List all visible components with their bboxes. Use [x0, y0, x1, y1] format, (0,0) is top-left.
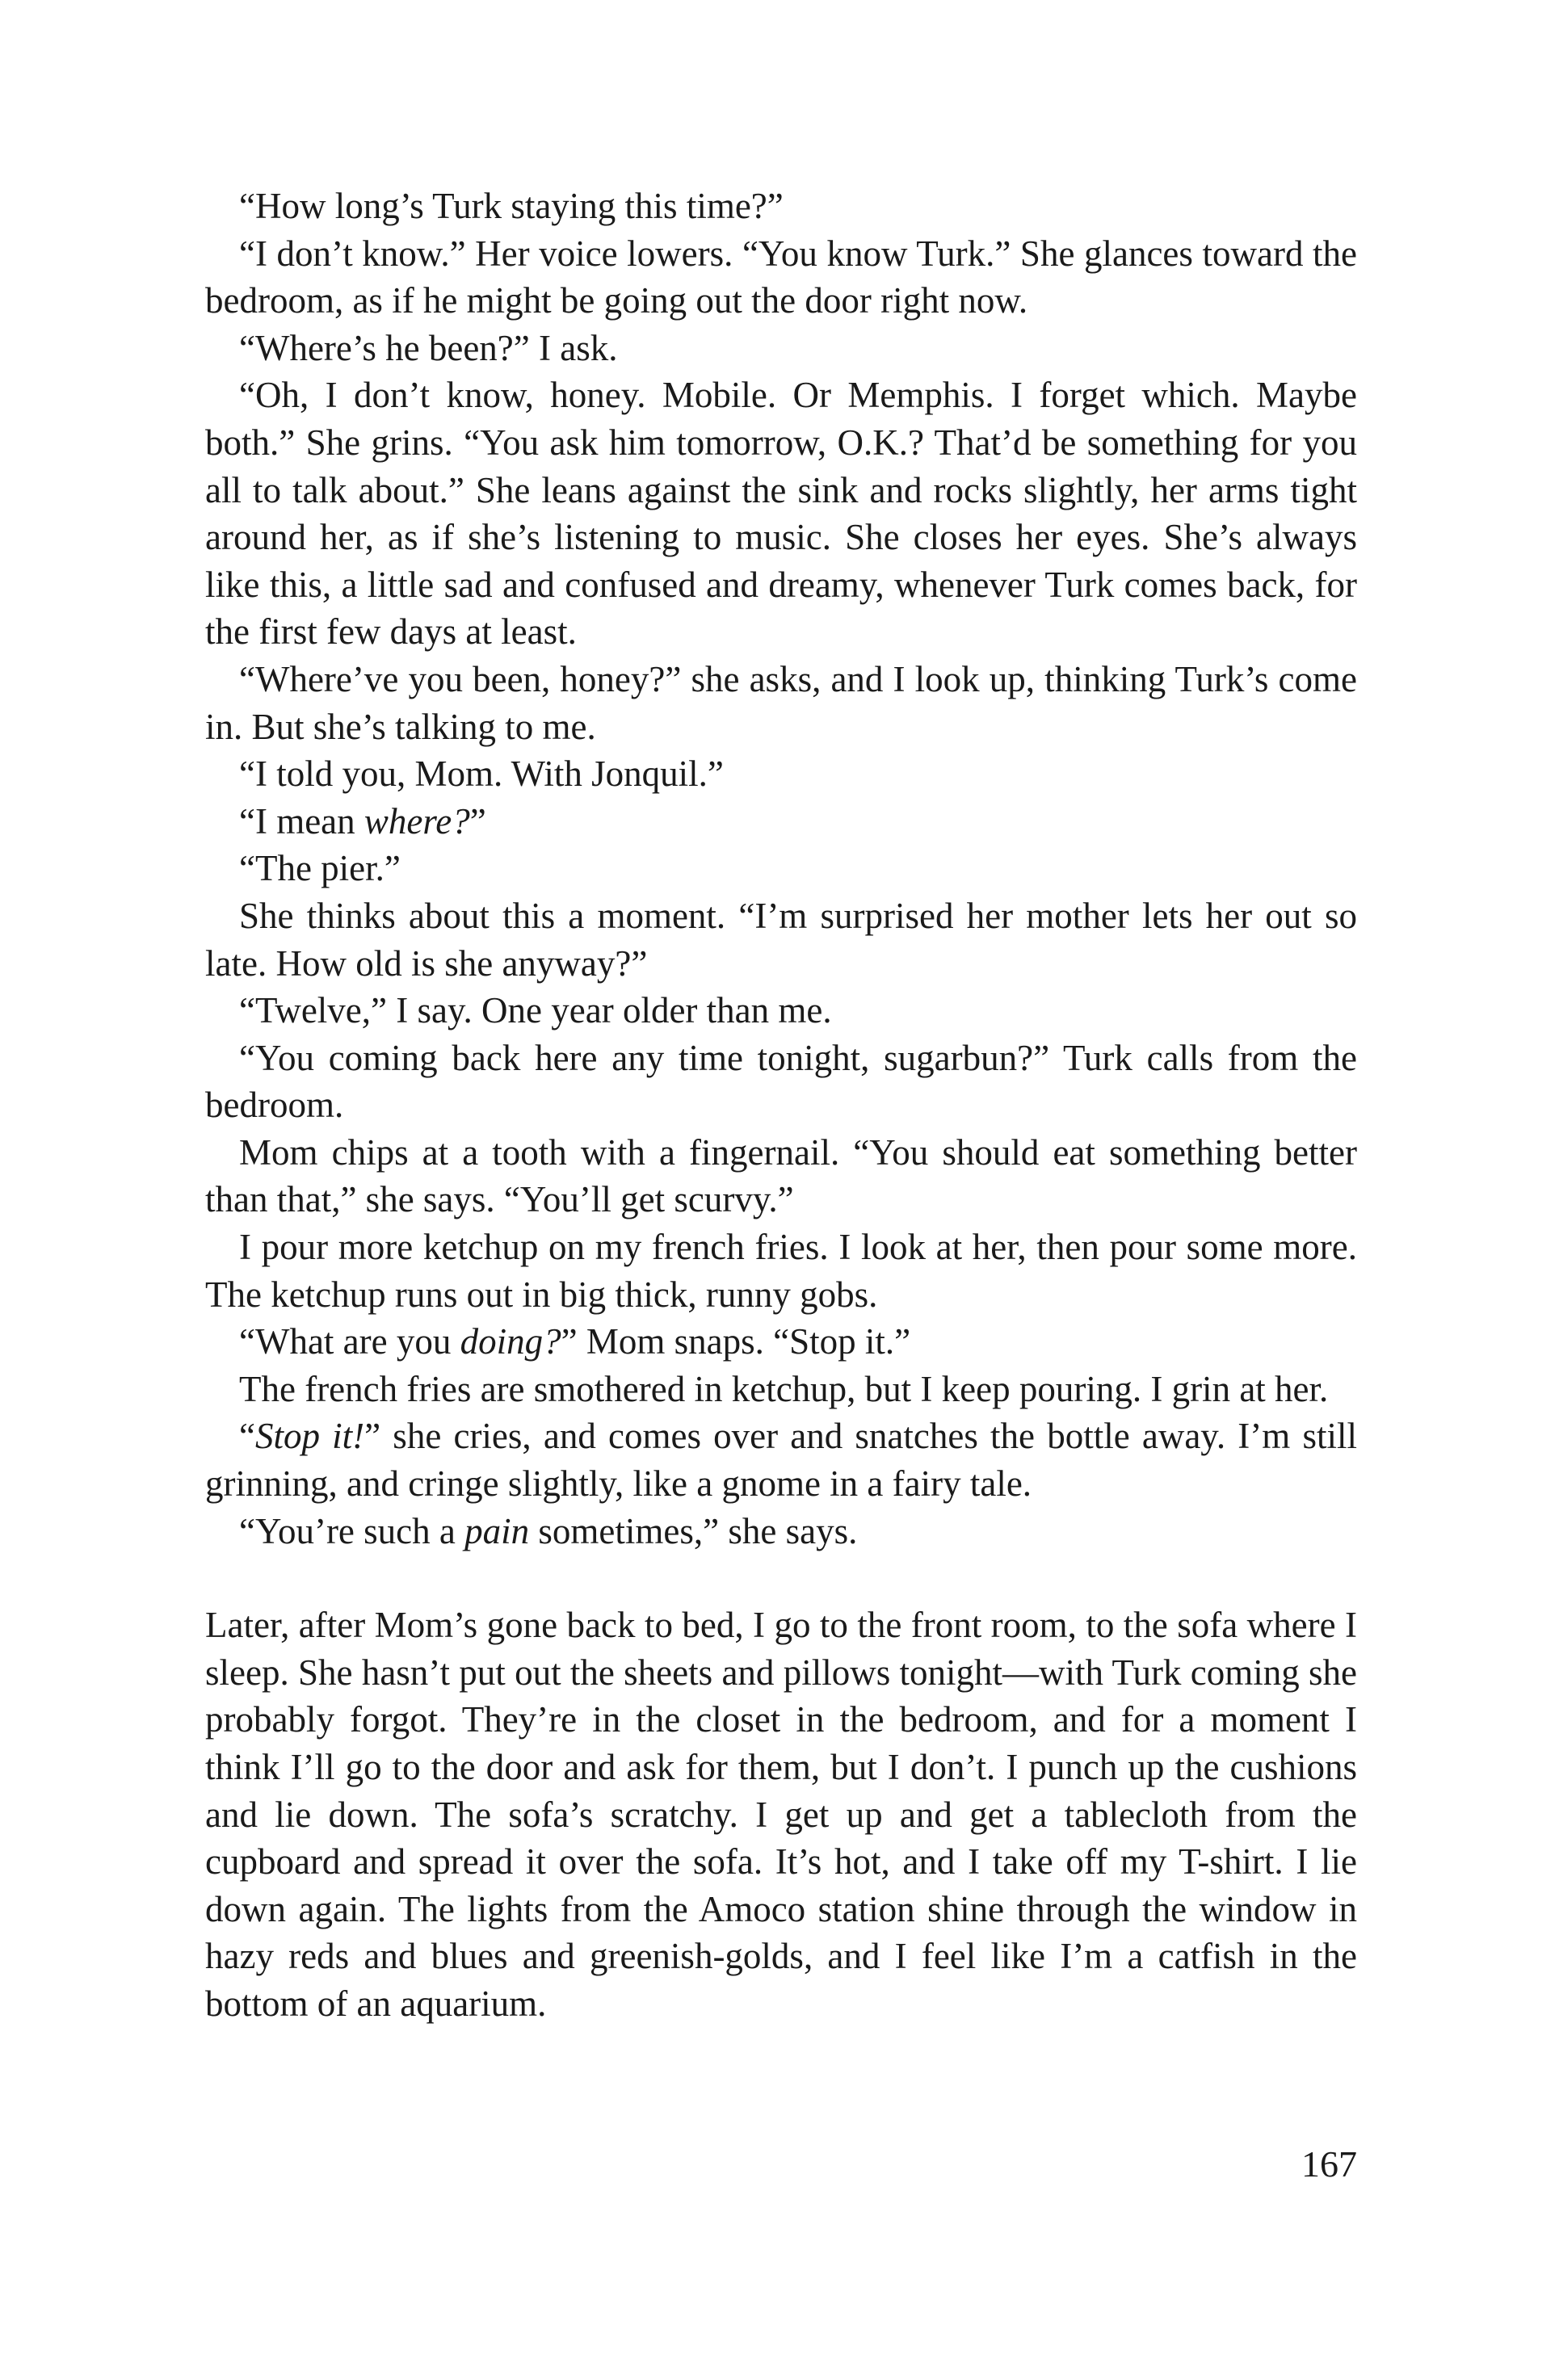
text-run: “I mean [239, 800, 364, 842]
emphasis-text: where? [363, 800, 470, 842]
text-run: “What are you [239, 1321, 460, 1362]
paragraph: “You coming back here any time tonight, sugarbun?” Turk calls from the bedroom. [205, 1037, 1357, 1126]
paragraph: “Where’s he been?” I ask. [239, 327, 618, 368]
text-run: “ [239, 1416, 255, 1457]
section-break [205, 1555, 1357, 1601]
book-page [205, 183, 1357, 2028]
text-run: sometimes,” she says. [529, 1510, 858, 1551]
paragraph: The french fries are smothered in ketchup, but I keep pouring. I grin at her. [239, 1368, 1329, 1409]
paragraph: “Where’ve you been, honey?” she asks, and I look up, thinking Turk’s come in. But she’s talking to me. [205, 658, 1357, 747]
paragraph: She thinks about this a moment. “I’m surprised her mother lets her out so late. How old is she anyway?” [205, 895, 1357, 984]
text-run: “You’re such a [239, 1510, 465, 1551]
paragraph: “Oh, I don’t know, honey. Mobile. Or Memphis. I forget which. Maybe both.” She grins. “You ask him tomorrow, O.K.? That’d be something for you all to talk about.” She leans against the sink and rocks slightly, her arms tight around her, as if she’s listening to music. She closes her eyes. She’s always like this, a little sad and confused and dreamy, whenever Turk comes back, for the first few days at least. [205, 375, 1357, 653]
paragraph [205, 1412, 1357, 1507]
paragraph: Later, after Mom’s gone back to bed, I go to the front room, to the sofa where I sleep. She hasn’t put out the sheets and pillows tonight—with Turk coming she probably forgot. They’re in the closet in the bedroom, and for a moment I think I’ll go to the door and ask for them, but I don’t. I punch up the cushions and lie down. The sofa’s scratchy. I get up and get a tablecloth from the cupboard and spread it over the sofa. It’s hot, and I take off my T-shirt. I lie down again. The lights from the Amoco station shine through the window in hazy reds and blues and greenish-golds, and I feel like I’m a catfish in the bottom of an aquarium. [205, 1605, 1357, 2024]
emphasis-text: pain [464, 1510, 530, 1551]
paragraph: I pour more ketchup on my french fries. I look at her, then pour some more. The ketchup runs out in big thick, runny gobs. [205, 1227, 1357, 1315]
text-run: ” she cries, and comes over and snatches the bottle away. I’m still grinning, and cringe slightly, like a gnome in a fairy tale. [205, 1416, 1357, 1505]
paragraph [205, 1508, 1357, 1555]
text-run: ” [469, 800, 486, 842]
paragraph: “I don’t know.” Her voice lowers. “You know Turk.” She glances toward the bedroom, as if he might be going out the door right now. [205, 233, 1357, 321]
paragraph: Mom chips at a tooth with a fingernail. “You should eat something better than that,” she says. “You’ll get scurvy.” [205, 1131, 1357, 1220]
paragraph [205, 798, 1357, 846]
emphasis-text: doing? [460, 1321, 561, 1362]
paragraph: “How long’s Turk staying this time?” [239, 186, 784, 226]
text-run: ” Mom snaps. “Stop it.” [561, 1321, 911, 1362]
paragraph: “The pier.” [239, 848, 401, 889]
paragraph: “Twelve,” I say. One year older than me. [239, 990, 832, 1031]
emphasis-text: Stop it! [254, 1416, 365, 1457]
paragraph [205, 1318, 1357, 1366]
page-number: 167 [1301, 2143, 1357, 2185]
paragraph: “I told you, Mom. With Jonquil.” [239, 753, 724, 795]
